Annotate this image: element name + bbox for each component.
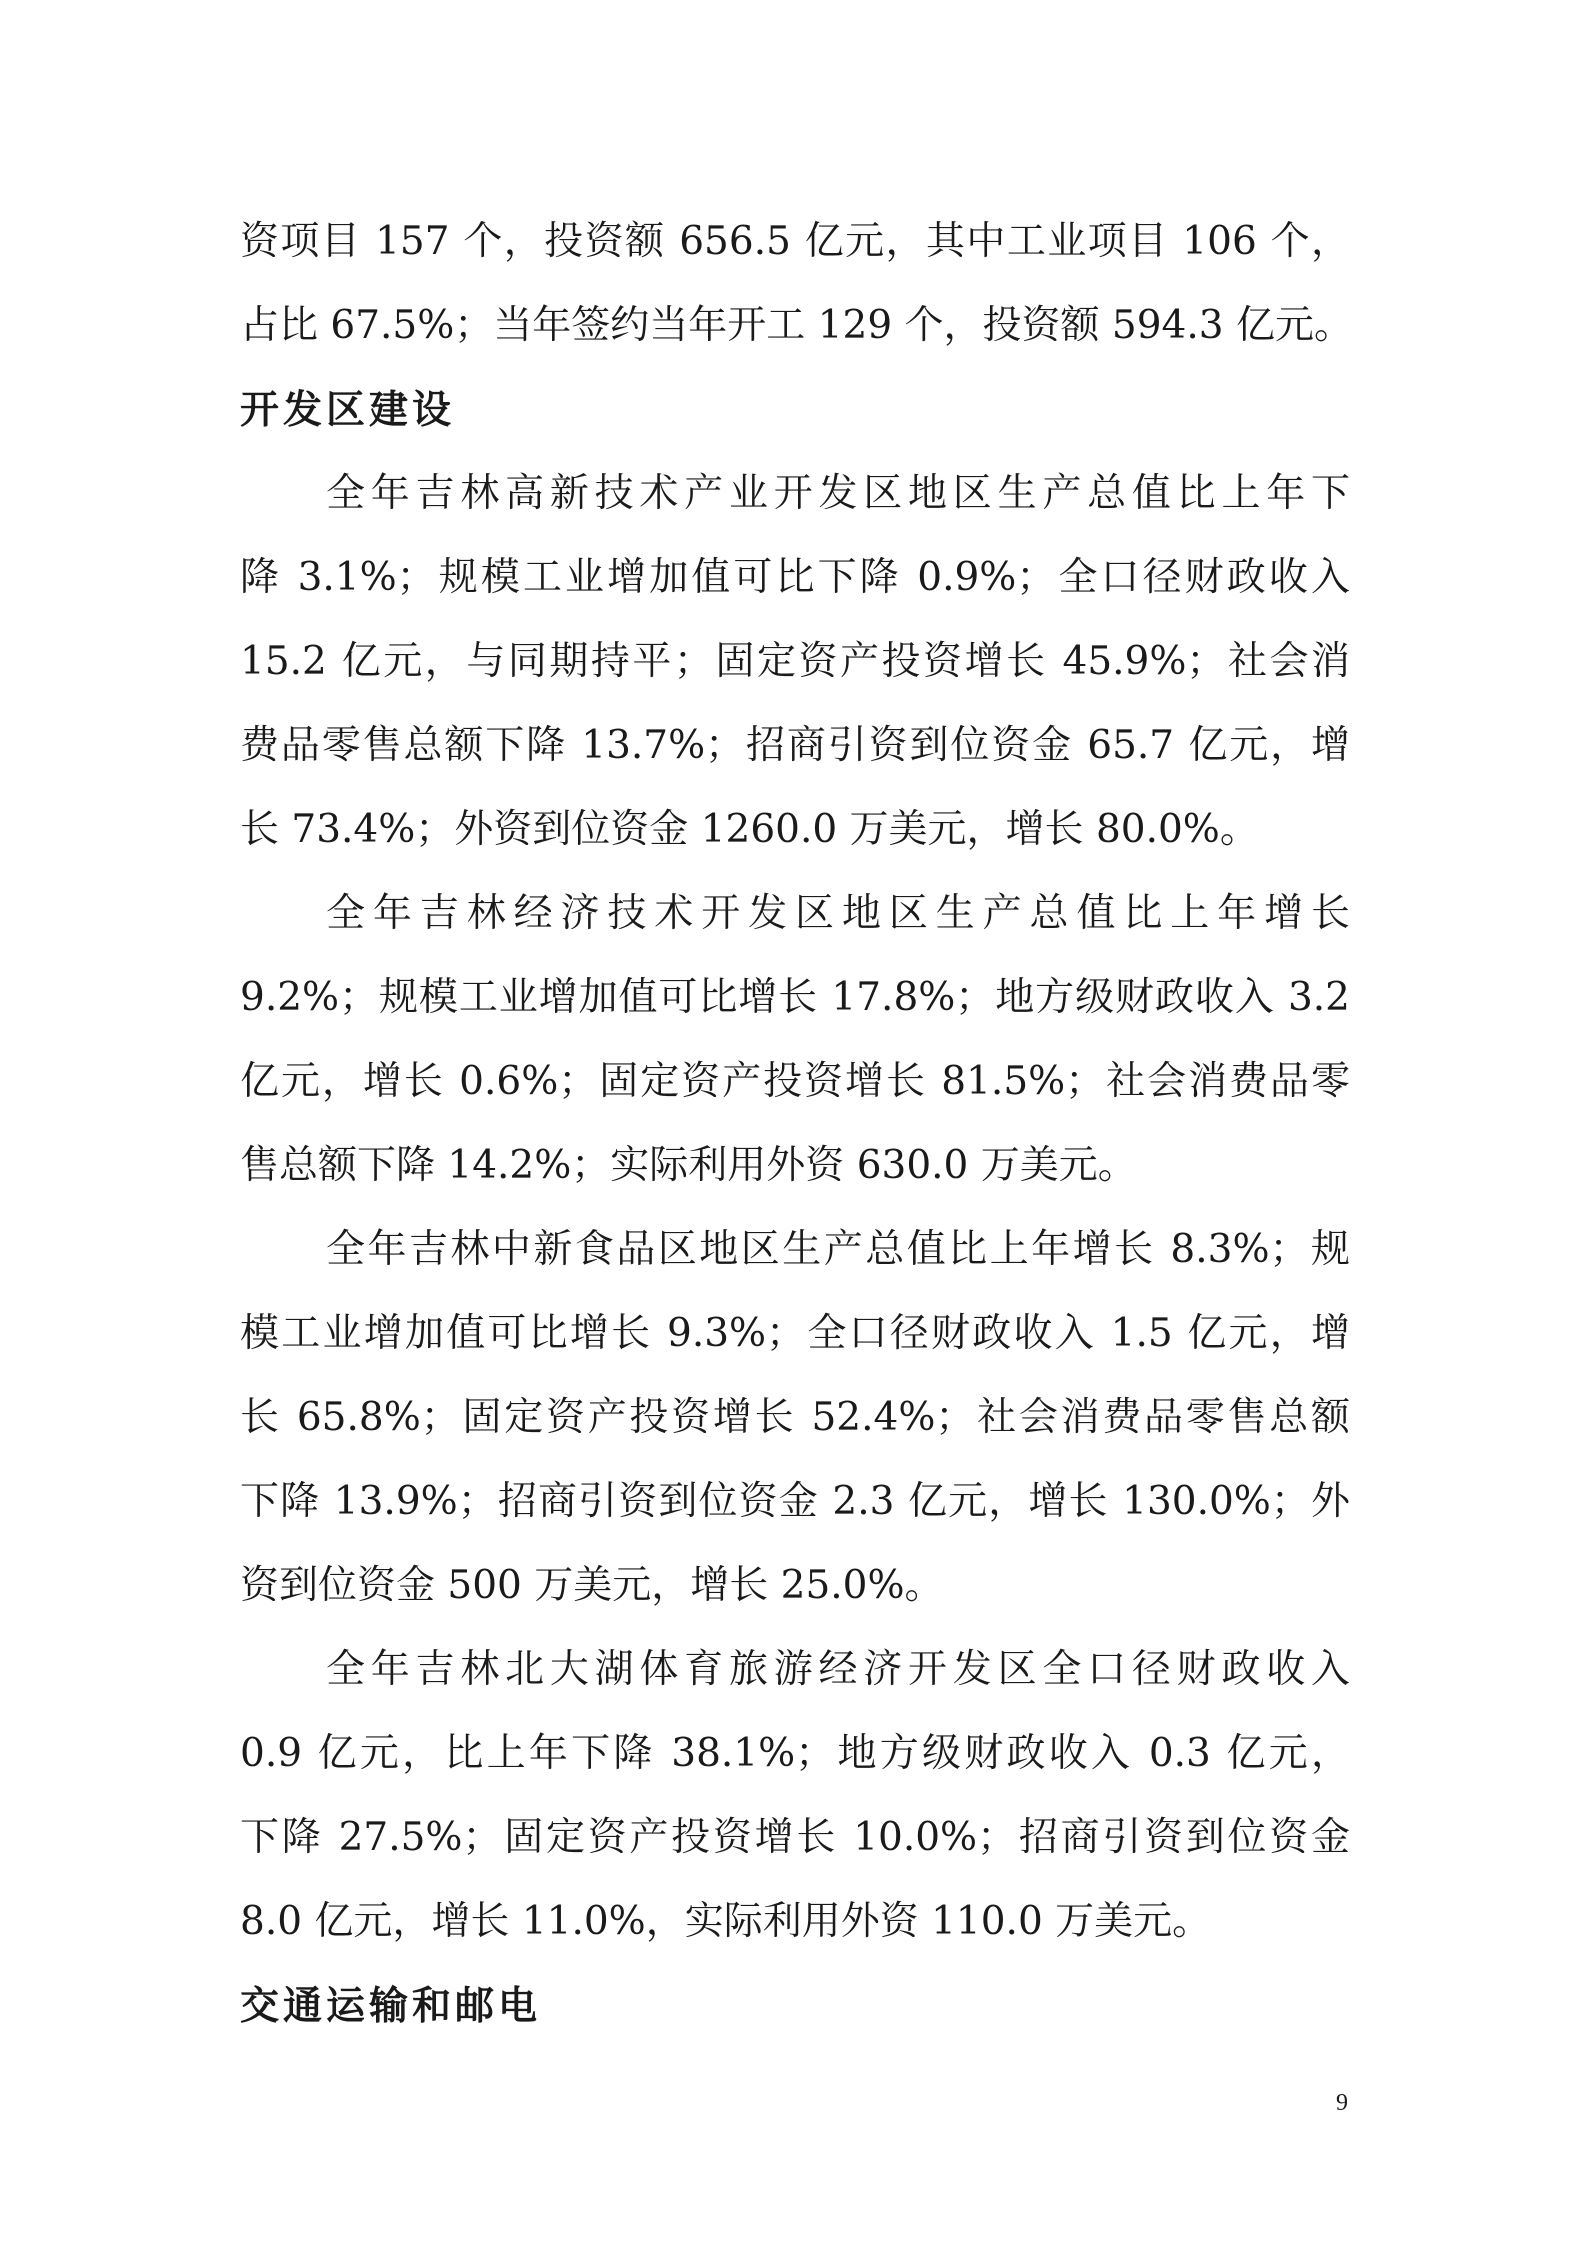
paragraph-line: 长 65.8%；固定资产投资增长 52.4%；社会消费品零售总额 <box>240 1395 1350 1440</box>
paragraph-line: 下降 13.9%；招商引资到位资金 2.3 亿元，增长 130.0%；外 <box>240 1479 1350 1524</box>
paragraph-line: 降 3.1%；规模工业增加值可比下降 0.9%；全口径财政收入 <box>240 555 1350 600</box>
paragraph-line: 全年吉林经济技术开发区地区生产总值比上年增长 <box>326 891 1350 936</box>
paragraph-line: 资项目 157 个，投资额 656.5 亿元，其中工业项目 106 个， <box>240 219 1350 264</box>
paragraph-line: 全年吉林中新食品区地区生产总值比上年增长 8.3%；规 <box>326 1227 1350 1272</box>
page-number: 9 <box>1336 2090 1348 2116</box>
paragraph-line: 全年吉林高新技术产业开发区地区生产总值比上年下 <box>326 471 1350 516</box>
paragraph-line: 全年吉林北大湖体育旅游经济开发区全口径财政收入 <box>326 1647 1350 1692</box>
section-heading-transport-post: 交通运输和邮电 <box>240 1983 542 2029</box>
paragraph-line: 模工业增加值可比增长 9.3%；全口径财政收入 1.5 亿元，增 <box>240 1311 1350 1356</box>
paragraph-line: 资到位资金 500 万美元，增长 25.0%。 <box>240 1563 944 1608</box>
paragraph-line: 亿元，增长 0.6%；固定资产投资增长 81.5%；社会消费品零 <box>240 1059 1350 1104</box>
paragraph-line: 长 73.4%；外资到位资金 1260.0 万美元，增长 80.0%。 <box>240 807 1259 852</box>
paragraph-line: 15.2 亿元，与同期持平；固定资产投资增长 45.9%；社会消 <box>240 639 1350 684</box>
paragraph-line: 占比 67.5%；当年签约当年开工 129 个，投资额 594.3 亿元。 <box>240 303 1353 348</box>
paragraph-line: 售总额下降 14.2%；实际利用外资 630.0 万美元。 <box>240 1143 1137 1188</box>
paragraph-line: 0.9 亿元，比上年下降 38.1%；地方级财政收入 0.3 亿元， <box>240 1731 1350 1776</box>
paragraph-line: 下降 27.5%；固定资产投资增长 10.0%；招商引资到位资金 <box>240 1815 1350 1860</box>
paragraph-line: 8.0 亿元，增长 11.0%，实际利用外资 110.0 万美元。 <box>240 1899 1212 1944</box>
section-heading-development-zones: 开发区建设 <box>240 387 456 433</box>
document-body <box>240 200 1353 2048</box>
paragraph-line: 9.2%；规模工业增加值可比增长 17.8%；地方级财政收入 3.2 <box>240 975 1350 1020</box>
paragraph-line: 费品零售总额下降 13.7%；招商引资到位资金 65.7 亿元，增 <box>240 723 1350 768</box>
